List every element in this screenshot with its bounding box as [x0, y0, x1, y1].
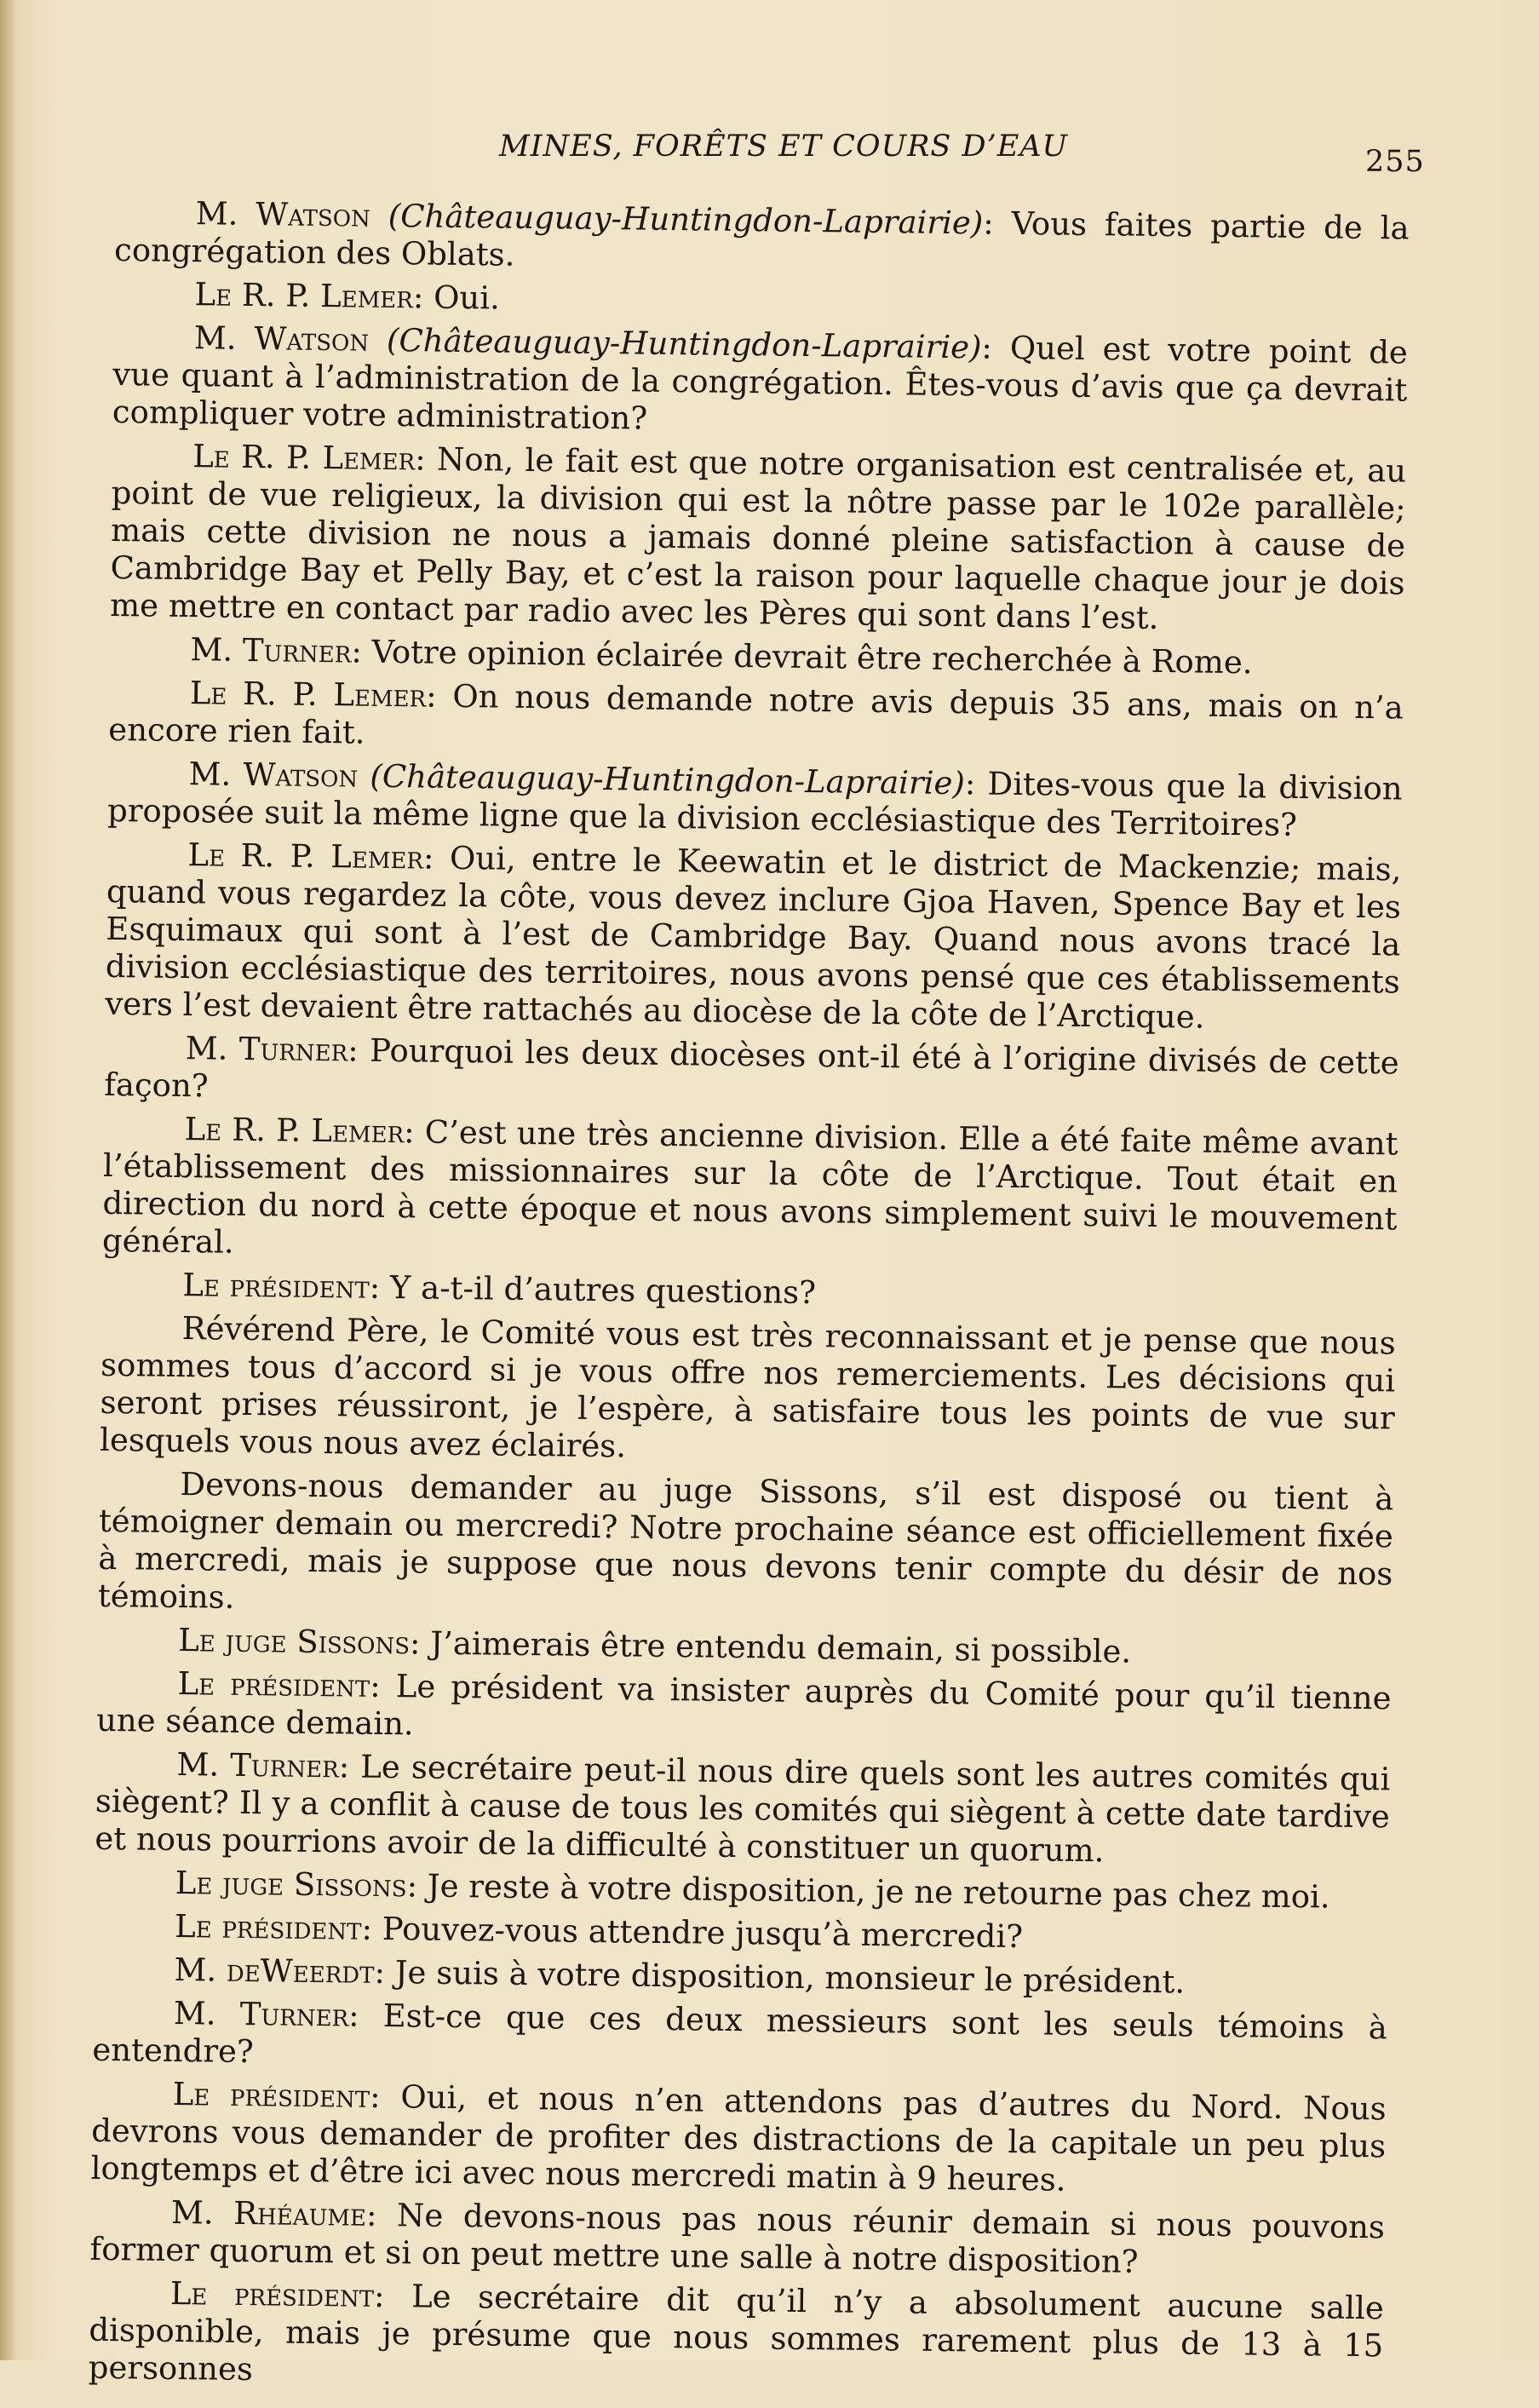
- testimony-paragraph: [107, 755, 1403, 846]
- paragraph-text: : On nous demande notre avis depuis 35 ans, mais on n’a encore rien fait.: [108, 677, 1404, 751]
- testimony-paragraph: [102, 1110, 1398, 1276]
- testimony-paragraph: [89, 2193, 1385, 2284]
- speaker-name: M. Turner: [190, 631, 352, 670]
- speaker-name: Le R. P. Lemer: [194, 276, 414, 316]
- paragraph-text: : Oui, entre le Keewatin et le district de Mackenzie; mais, quand vous regardez la côte, vous devez inclure Gjoa Haven, Spence Bay et les Esquimaux qui sont à l’est de Cambridge Bay. Quand nous avons tracé la division ecclésiastique des territoires, nous avons pensé que ces établissements vers l’est devaient être rattachés au diocèse de la côte de l’Arctique.: [105, 839, 1402, 1036]
- speaker-name: Le juge Sissons: [175, 1865, 407, 1905]
- paragraph-text: : Je suis à votre disposition, monsieur le président.: [374, 1953, 1186, 2001]
- running-head: MINES, FORÊTS ET COURS D’EAU: [498, 129, 1069, 164]
- paragraph-text: : Y a-t-il d’autres questions?: [369, 1268, 817, 1312]
- speaker-name: M. deWeerdt: [174, 1951, 375, 1991]
- speaker-name: M. Turner: [176, 1746, 339, 1785]
- testimony-paragraph: [104, 1029, 1399, 1120]
- testimony-paragraph: [98, 1465, 1394, 1631]
- paragraph-text: : Ne devons-nous pas nous réunir demain si nous pouvons former quorum et si on peut mettre une salle à notre disposition?: [89, 2196, 1386, 2280]
- paragraph-text: : Oui, et nous n’en attendons pas d’autres du Nord. Nous devrons vous demander de profiter des distractions de la capitale un peu plus longtemps et d’être ici avec nous mercredi matin à 9 heures.: [90, 2078, 1387, 2198]
- speaker-name: Le R. P. Lemer: [187, 836, 424, 876]
- testimony-paragraph: [90, 2075, 1386, 2204]
- speaker-name: M. Turner: [173, 1995, 349, 2034]
- paragraph-text: : Votre opinion éclairée devrait être recherchée à Rome.: [351, 633, 1253, 681]
- testimony-paragraph: [89, 2274, 1384, 2403]
- speaker-name: Le président: [169, 2274, 375, 2314]
- riding-name: (Châteauguay-Huntingdon-Laprairie): [388, 197, 984, 242]
- speaker-name: M. Turner: [185, 1030, 348, 1069]
- testimony-paragraph: [100, 1309, 1396, 1475]
- speaker-name: Le président: [182, 1267, 370, 1306]
- paragraph-text: : Non, le fait est que notre organisation est centralisée et, au point de vue religieux, la division qui est la nôtre passe par le 102e parallèle; mais cette division ne nous a jamais donné pleine satisfaction à cause de Cambridge Bay et Pelly Bay, et c’est la raison pour laquelle chaque jour je dois me mettre en contact par radio avec les Pères qui sont dans l’est.: [109, 440, 1407, 637]
- testimony-paragraph: [112, 319, 1408, 447]
- page-number: 255: [1365, 145, 1425, 179]
- paragraph-text: : Pouvez-vous attendre jusqu’à mercredi?: [361, 1910, 1024, 1956]
- paragraph-text: : Le secrétaire dit qu’il n’y a absolument aucune salle disponible, mais je présume que nous sommes rarement plus de 13 à 15 personnes: [88, 2277, 1385, 2388]
- paragraph-text: : Le président va insister auprès du Comité pour qu’il tienne une séance demain.: [95, 1667, 1392, 1743]
- speaker-name: M. Rhéaume: [170, 2193, 367, 2233]
- riding-name: (Châteauguay-Huntingdon-Laprairie): [370, 757, 966, 802]
- transcript-body: [88, 194, 1409, 2408]
- testimony-paragraph: [96, 1664, 1392, 1756]
- speaker-name: M. Watson: [188, 756, 359, 795]
- paragraph-text: : Quel est votre point de vue quant à l’administration de la congrégation. Êtes-vous d’avis que ça devrait compliquer votre administration?: [112, 329, 1409, 437]
- speaker-name: M. Watson: [193, 319, 370, 359]
- testimony-paragraph: [110, 437, 1407, 641]
- speaker-name: Le président: [177, 1665, 370, 1704]
- speaker-name: Le R. P. Lemer: [184, 1111, 405, 1151]
- paragraph-text: Révérend Père, le Comité vous est très reconnaissant et je pense que nous sommes tous d’accord si je vous offre nos remerciements. Les décisions qui seront prises réussiront, je l’espère, à satisfaire tous les points de vue sur lesquels vous nous avez éclairés.: [99, 1310, 1396, 1465]
- testimony-paragraph: [108, 674, 1404, 765]
- paragraph-text: Devons-nous demander au juge Sissons, s’il est disposé ou tient à témoigner demain ou mercredi? Notre prochaine séance est officiellement fixée à mercredi, mais je suppose que nous devons tenir compte du désir de nos témoins.: [97, 1466, 1394, 1616]
- paragraph-text: : Dites-vous que la division proposée suit la même ligne que la division ecclésiastique des Territoires?: [106, 765, 1403, 844]
- paragraph-text: : C’est une très ancienne division. Elle a été faite même avant l’établissement des missionnaires sur la côte de l’Arctique. Tout était en direction du nord à cette époque et nous avons simplement suivi le mouvement général.: [101, 1113, 1398, 1261]
- paragraph-text: : Vous faites partie de la congrégation des Oblats.: [113, 204, 1410, 273]
- paragraph-text: : Pourquoi les deux diocèses ont-il été à l’origine divisés de cette façon?: [103, 1032, 1399, 1105]
- speaker-name: Le président: [174, 1908, 362, 1947]
- riding-name: (Châteauguay-Huntingdon-Laprairie): [386, 321, 982, 366]
- testimony-paragraph: [105, 836, 1402, 1039]
- paragraph-text: : Oui.: [412, 279, 501, 317]
- page-binding-edge: [0, 0, 15, 2360]
- paragraph-text: : Est-ce que ces deux messieurs sont les seuls témoins à entendre?: [92, 1997, 1388, 2071]
- paragraph-text: : Je reste à votre disposition, je ne retourne pas chez moi.: [406, 1867, 1330, 1916]
- testimony-paragraph: [92, 1994, 1387, 2085]
- testimony-paragraph: [95, 1745, 1390, 1874]
- speaker-name: M. Watson: [195, 195, 371, 234]
- testimony-paragraph: [114, 194, 1410, 285]
- paragraph-text: : Le secrétaire peut-il nous dire quels sont les autres comités qui siègent? Il y a conflit à cause de tous les comités qui siègent à cette date tardive et nous pourrions avoir de la difficulté à constituer un quorum.: [95, 1748, 1391, 1870]
- paragraph-text: : J’aimerais être entendu demain, si possible.: [409, 1624, 1132, 1670]
- speaker-name: Le président: [172, 2075, 370, 2115]
- speaker-name: Le juge Sissons: [178, 1622, 411, 1662]
- speaker-name: Le R. P. Lemer: [189, 675, 427, 715]
- speaker-name: Le R. P. Lemer: [192, 438, 416, 478]
